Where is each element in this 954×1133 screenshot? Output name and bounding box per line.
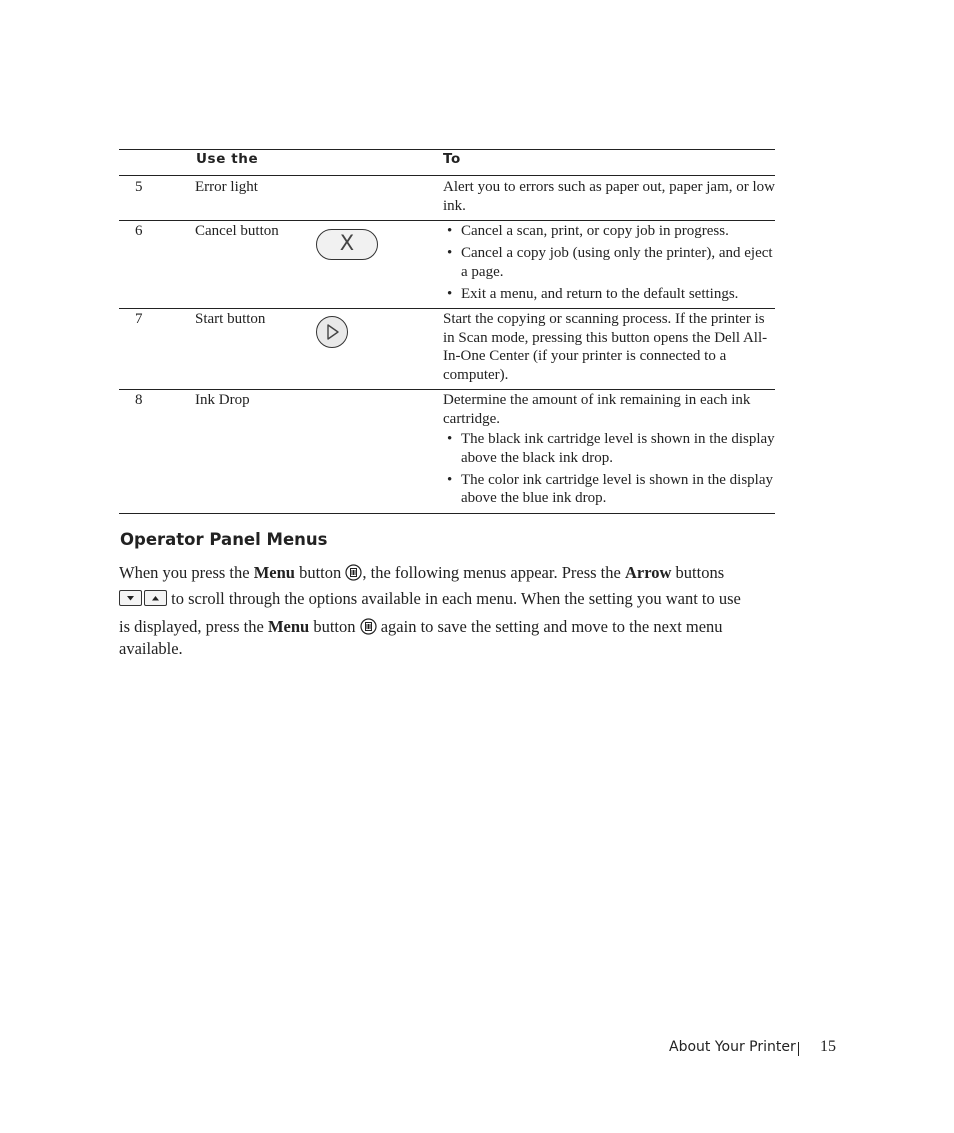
menu-button-icon bbox=[345, 564, 362, 581]
bullet-item: • Exit a menu, and return to the default settings. bbox=[443, 285, 775, 304]
header-use-the: Use the bbox=[196, 151, 259, 167]
bullet-item: • The color ink cartridge level is shown in the display above the blue ink drop. bbox=[443, 471, 775, 508]
start-play-icon bbox=[316, 316, 348, 348]
row-number: 8 bbox=[135, 392, 143, 408]
row-name: Error light bbox=[195, 179, 258, 195]
row-description bbox=[443, 391, 775, 511]
footer-page-number: 15 bbox=[820, 1038, 836, 1055]
menu-button-icon bbox=[360, 618, 377, 635]
row-description bbox=[443, 222, 775, 307]
paragraph-line: available. bbox=[119, 639, 183, 658]
footer-chapter-title: About Your Printer bbox=[669, 1039, 796, 1055]
footer-divider bbox=[798, 1042, 799, 1056]
bullet-item: • Cancel a scan, print, or copy job in progress. bbox=[443, 222, 775, 241]
paragraph-line: is displayed, press the Menu button again to save the setting and move to the next menu bbox=[119, 617, 723, 636]
row-number: 7 bbox=[135, 311, 143, 327]
row-name: Start button bbox=[195, 311, 266, 327]
bullet-item: • Cancel a copy job (using only the printer), and eject a page. bbox=[443, 244, 775, 281]
description-text: Determine the amount of ink remaining in each ink cartridge. bbox=[443, 392, 751, 427]
row-rule bbox=[119, 389, 775, 390]
section-heading: Operator Panel Menus bbox=[120, 530, 328, 549]
paragraph-line: When you press the Menu button , the following menus appear. Press the Arrow buttons bbox=[119, 563, 725, 582]
row-name: Ink Drop bbox=[195, 392, 250, 408]
bullet-item: • The black ink cartridge level is shown in the display above the black ink drop. bbox=[443, 430, 775, 467]
row-name: Cancel button bbox=[195, 223, 279, 239]
row-number: 5 bbox=[135, 179, 143, 195]
row-rule bbox=[119, 308, 775, 309]
arrow-down-icon bbox=[119, 590, 142, 606]
arrow-up-icon bbox=[144, 590, 167, 606]
cancel-icon-label: X bbox=[339, 231, 355, 255]
paragraph-line: to scroll through the options available in each menu. When the setting you want to use bbox=[119, 589, 741, 609]
row-description: Start the copying or scanning process. If the printer is in Scan mode, pressing this button opens the Dell All-In-One Center (if your printer is connected to a computer). bbox=[443, 311, 768, 383]
row-description: Alert you to errors such as paper out, paper jam, or low ink. bbox=[443, 179, 775, 214]
table-header-rule bbox=[119, 175, 775, 176]
header-to: To bbox=[443, 151, 461, 167]
table-bottom-rule bbox=[119, 513, 775, 514]
cancel-x-icon bbox=[316, 229, 378, 260]
table-top-rule bbox=[119, 149, 775, 150]
row-number: 6 bbox=[135, 223, 143, 239]
row-rule bbox=[119, 220, 775, 221]
